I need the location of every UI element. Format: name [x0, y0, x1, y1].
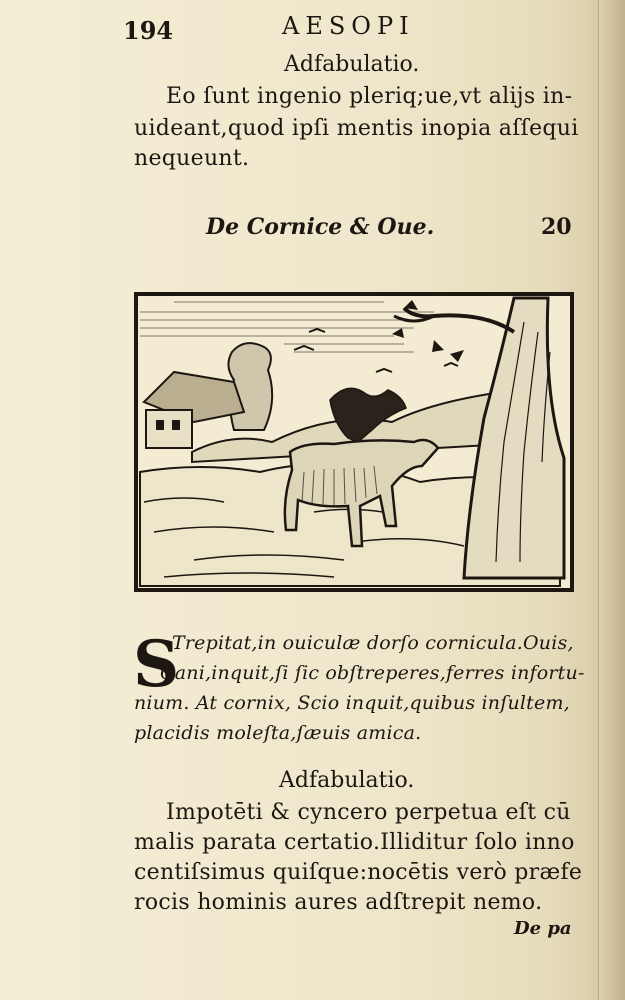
- fable-line: Trepitat,in ouiculæ dorſo cornicula.Ouis,: [172, 632, 574, 654]
- fable-title: De Cornice & Oue.: [206, 214, 435, 240]
- fable-line: Cani,inquit,ſi ſic obſtreperes,ferres infortu-: [160, 662, 585, 684]
- woodcut-illustration: [134, 292, 574, 592]
- moral-line: centiſsimus quiſque:nocētis verò præfe: [134, 860, 583, 885]
- catchword: De pa: [514, 918, 572, 939]
- drop-capital: S: [133, 627, 180, 702]
- moral-line: Eo ſunt ingenio pleriq;ue,vt alijs in-: [166, 84, 573, 109]
- moral-heading-previous: Adfabulatio.: [284, 52, 420, 77]
- moral-line: malis parata certatio.Illiditur ſolo inno: [134, 830, 575, 855]
- moral-heading: Adfabulatio.: [279, 768, 415, 793]
- page-edge: [598, 0, 625, 1000]
- moral-line: rocis hominis aures adſtrepit nemo.: [134, 890, 543, 915]
- moral-line: Impotēti & cyncero perpetua eſt cū: [166, 800, 571, 825]
- moral-line: uideant,quod ipſi mentis inopia aſſequi: [134, 116, 579, 141]
- page-number: 194: [123, 16, 174, 45]
- fable-line: nium. At cornix, Scio inquit,quibus inſultem,: [134, 692, 570, 714]
- fable-number: 20: [541, 214, 572, 240]
- moral-line: nequeunt.: [134, 146, 250, 171]
- fable-line: placidis moleſta,ſæuis amica.: [134, 722, 422, 744]
- running-title: AESOPI: [282, 12, 415, 40]
